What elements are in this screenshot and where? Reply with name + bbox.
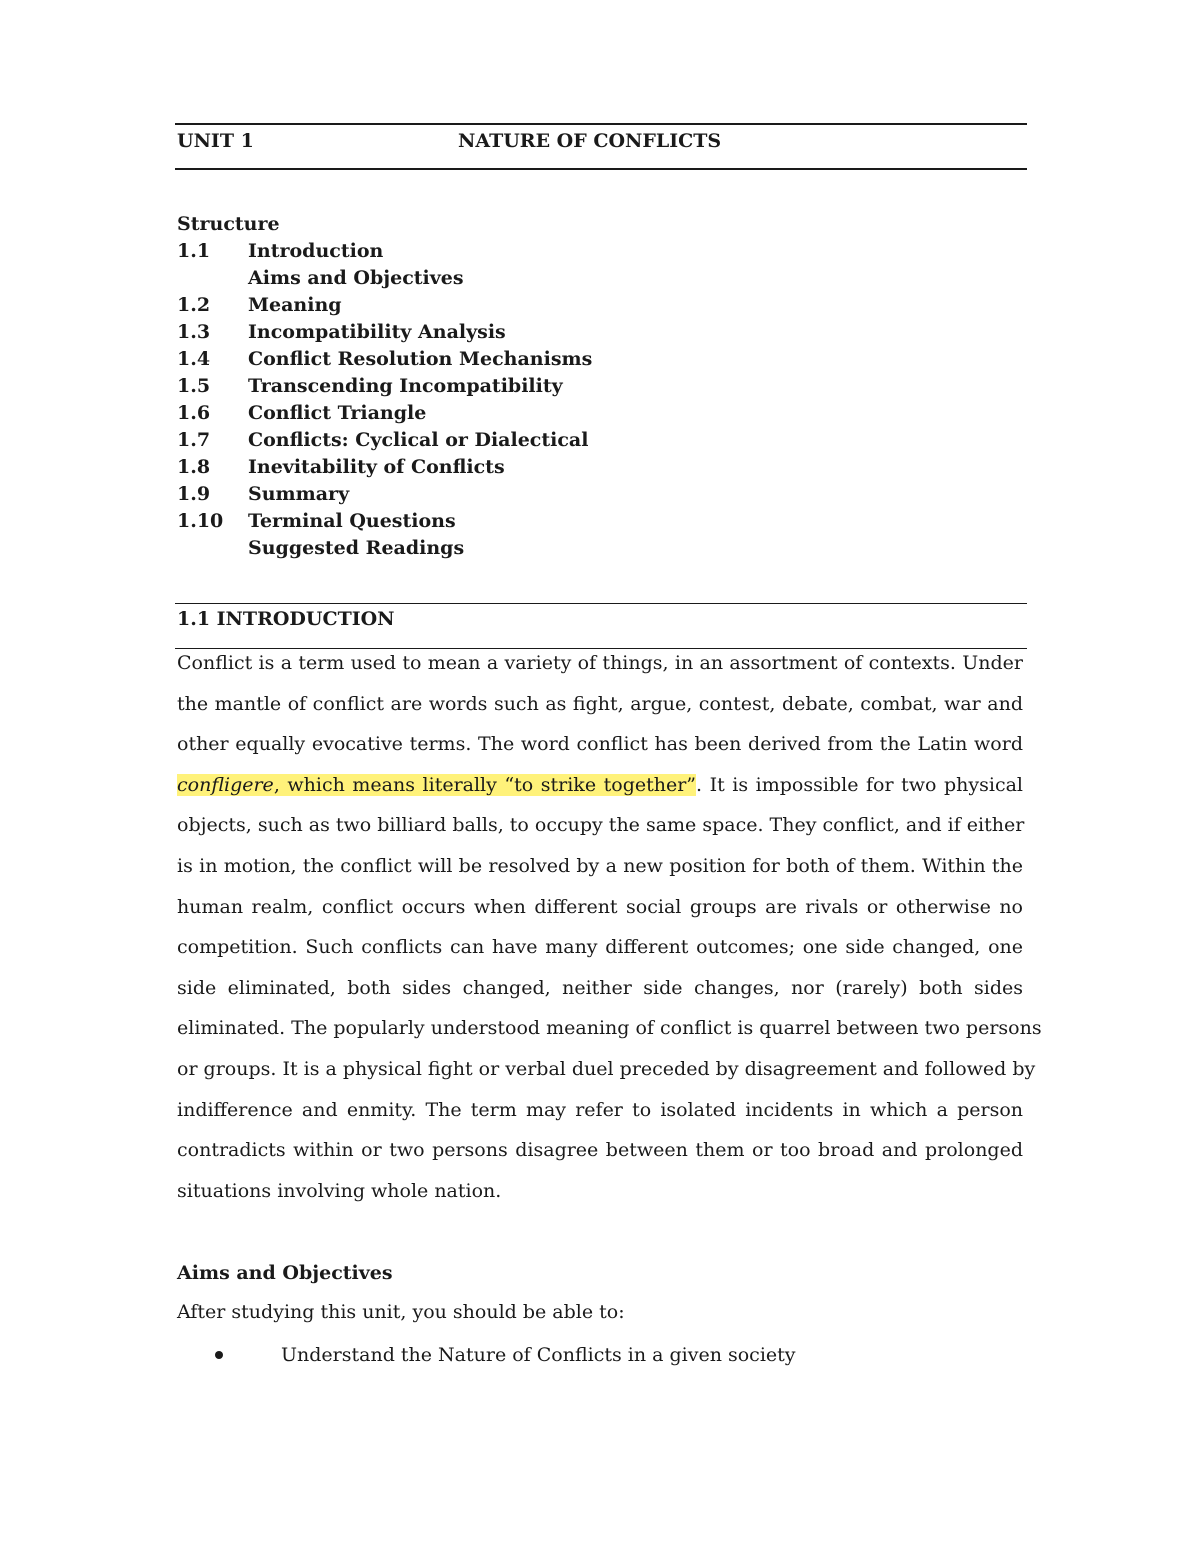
intro-paragraph <box>177 643 1042 1211</box>
structure-item-label: Summary <box>248 483 350 505</box>
structure-item-number: 1.2 <box>177 294 211 316</box>
paragraph-line: objects, such as two billiard balls, to occupy the same space. They conflict, and if either <box>177 814 1025 837</box>
latin-word: confligere <box>177 773 274 796</box>
structure-section <box>177 211 592 562</box>
structure-item-number: 1.9 <box>177 483 211 505</box>
structure-item-label: Transcending Incompatibility <box>248 375 563 397</box>
aims-bullet-item <box>215 1342 796 1368</box>
paragraph-line: contradicts within or two persons disagree between them or too broad and prolonged <box>177 1139 1023 1162</box>
paragraph-line: other equally evocative terms. The word conflict has been derived from the Latin word <box>177 733 1023 756</box>
structure-item-number: 1.6 <box>177 402 211 424</box>
structure-item-number: 1.8 <box>177 456 211 478</box>
structure-item-number: 1.3 <box>177 321 211 343</box>
top-rule <box>175 123 1027 125</box>
structure-item-label: Aims and Objectives <box>248 267 464 289</box>
structure-item-label: Conflicts: Cyclical or Dialectical <box>248 429 589 451</box>
aims-intro-text: After studying this unit, you should be able to: <box>177 1301 625 1323</box>
structure-item-label: Introduction <box>248 240 384 262</box>
structure-item <box>177 427 592 454</box>
paragraph-line: the mantle of conflict are words such as fight, argue, contest, debate, combat, war and <box>177 692 1023 715</box>
paragraph-line: human realm, conflict occurs when different social groups are rivals or otherwise no <box>177 895 1023 918</box>
structure-item-label: Conflict Triangle <box>248 402 427 424</box>
intro-heading: 1.1 INTRODUCTION <box>177 608 395 630</box>
highlighted-phrase <box>177 774 696 796</box>
structure-item <box>177 535 592 562</box>
intro-top-rule <box>175 603 1027 604</box>
structure-item-number: 1.7 <box>177 429 211 451</box>
paragraph-line: Conflict is a term used to mean a variety of things, in an assortment of contexts. Under <box>177 652 1023 674</box>
structure-item-label: Meaning <box>248 294 342 316</box>
unit-number: UNIT 1 <box>177 130 254 152</box>
structure-item-label: Conflict Resolution Mechanisms <box>248 348 593 370</box>
structure-item-number: 1.5 <box>177 375 211 397</box>
structure-item <box>177 292 592 319</box>
paragraph-line: side eliminated, both sides changed, neither side changes, nor (rarely) both sides <box>177 976 1023 999</box>
structure-item <box>177 508 592 535</box>
structure-item <box>177 346 592 373</box>
structure-item-label: Terminal Questions <box>248 510 456 532</box>
structure-item <box>177 373 592 400</box>
structure-item <box>177 454 592 481</box>
structure-item <box>177 481 592 508</box>
structure-item <box>177 319 592 346</box>
highlighted-text: , which means literally “to strike together” <box>273 773 697 796</box>
structure-item-number <box>177 265 248 292</box>
paragraph-line: indifference and enmity. The term may refer to isolated incidents in which a person <box>177 1098 1023 1121</box>
structure-item-number <box>177 535 248 562</box>
aims-bullet-text: Understand the Nature of Conflicts in a given society <box>281 1344 796 1366</box>
header-bottom-rule <box>175 168 1027 170</box>
structure-item-number: 1.1 <box>177 240 211 262</box>
structure-item-label: Suggested Readings <box>248 537 465 559</box>
paragraph-line: or groups. It is a physical fight or verbal duel preceded by disagreement and followed by <box>177 1057 1036 1080</box>
structure-list <box>177 238 592 562</box>
paragraph-line: is in motion, the conflict will be resolved by a new position for both of them. Within the <box>177 854 1023 877</box>
paragraph-line: competition. Such conflicts can have many different outcomes; one side changed, one <box>177 936 1023 959</box>
structure-title: Structure <box>177 213 280 235</box>
structure-item-number: 1.10 <box>177 510 224 532</box>
aims-heading: Aims and Objectives <box>177 1262 393 1284</box>
structure-item <box>177 265 592 292</box>
structure-item-label: Inevitability of Conflicts <box>248 456 505 478</box>
unit-title: NATURE OF CONFLICTS <box>458 130 722 152</box>
bullet-icon <box>215 1351 223 1359</box>
paragraph-line: eliminated. The popularly understood meaning of conflict is quarrel between two persons <box>177 1017 1042 1040</box>
paragraph-line <box>177 765 1023 806</box>
document-page <box>175 0 1042 1553</box>
line-continuation: . It is impossible for two physical <box>696 773 1023 796</box>
structure-item <box>177 400 592 427</box>
paragraph-line: situations involving whole nation. <box>177 1179 502 1202</box>
structure-item <box>177 238 592 265</box>
structure-item-number: 1.4 <box>177 348 211 370</box>
structure-item-label: Incompatibility Analysis <box>248 321 506 343</box>
